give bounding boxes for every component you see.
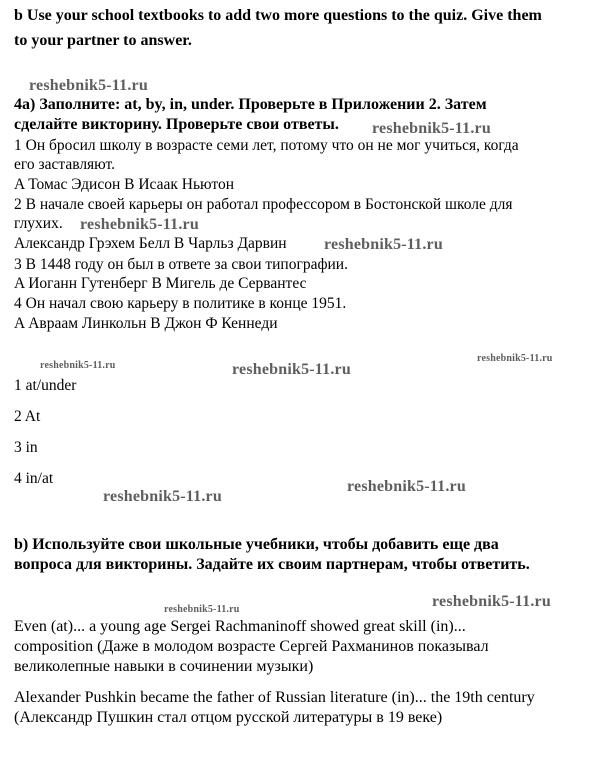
task-b-heading-line1: b) Используйте свои школьные учебники, чтобы добавить еще два [14, 536, 499, 553]
section-b-heading-line2: to your partner to answer. [14, 32, 192, 49]
task-4a-heading-line1: 4a) Заполните: at, by, in, under. Проверьте в Приложении 2. Затем [14, 96, 487, 113]
answer-item: 3 in [14, 439, 38, 456]
quiz-line: 3 В 1448 году он был в ответе за свои типографии. [14, 256, 348, 273]
quiz-line: A Авраам Линкольн B Джон Ф Кеннеди [14, 315, 278, 332]
quiz-line: A Томас Эдисон B Исаак Ньютон [14, 176, 235, 193]
quiz-line: глухих. [14, 215, 63, 232]
answer-item: 2 At [14, 408, 41, 425]
watermark: reshebnik5-11.ru [347, 478, 466, 495]
section-b-heading-line1: b Use your school textbooks to add two more questions to the quiz. Give them [14, 7, 542, 24]
watermark: reshebnik5-11.ru [477, 353, 553, 364]
watermark: reshebnik5-11.ru [103, 488, 222, 505]
watermark: reshebnik5-11.ru [80, 216, 199, 233]
watermark: reshebnik5-11.ru [164, 604, 240, 615]
task-b-heading-line2: вопроса для викторины. Задайте их своим партнерам, чтобы ответить. [14, 556, 530, 573]
quiz-line: 4 Он начал свою карьеру в политике в конце 1951. [14, 295, 347, 312]
quiz-line: A Иоганн Гутенберг B Мигель де Сервантес [14, 275, 307, 292]
watermark: reshebnik5-11.ru [29, 77, 148, 94]
task-4a-heading-line2: сделайте викторину. Проверьте свои ответы. [14, 116, 339, 133]
quiz-line: Александр Грэхем Белл B Чарльз Дарвин [14, 235, 287, 252]
quiz-line: 1 Он бросил школу в возрасте семи лет, потому что он не мог учиться, когда [14, 137, 519, 154]
watermark: reshebnik5-11.ru [232, 361, 351, 378]
answer-item: 4 in/at [14, 470, 54, 487]
watermark: reshebnik5-11.ru [432, 593, 551, 610]
watermark: reshebnik5-11.ru [40, 360, 116, 371]
example-1-line3: великолепные навыки в сочинении музыки) [14, 658, 314, 675]
example-2-line2: (Александр Пушкин стал отцом русской литературы в 19 веке) [14, 709, 443, 726]
example-1-line2: composition (Даже в молодом возрасте Сергей Рахманинов показывал [14, 638, 489, 655]
watermark: reshebnik5-11.ru [372, 120, 491, 137]
quiz-line: его заставляют. [14, 156, 116, 173]
watermark: reshebnik5-11.ru [324, 236, 443, 253]
answer-item: 1 at/under [14, 377, 77, 394]
example-1-line1: Even (at)... a young age Sergei Rachmaninoff showed great skill (in)... [14, 618, 466, 635]
example-2-line1: Alexander Pushkin became the father of Russian literature (in)... the 19th century [14, 689, 535, 706]
quiz-line: 2 В начале своей карьеры он работал профессором в Бостонской школе для [14, 196, 513, 213]
